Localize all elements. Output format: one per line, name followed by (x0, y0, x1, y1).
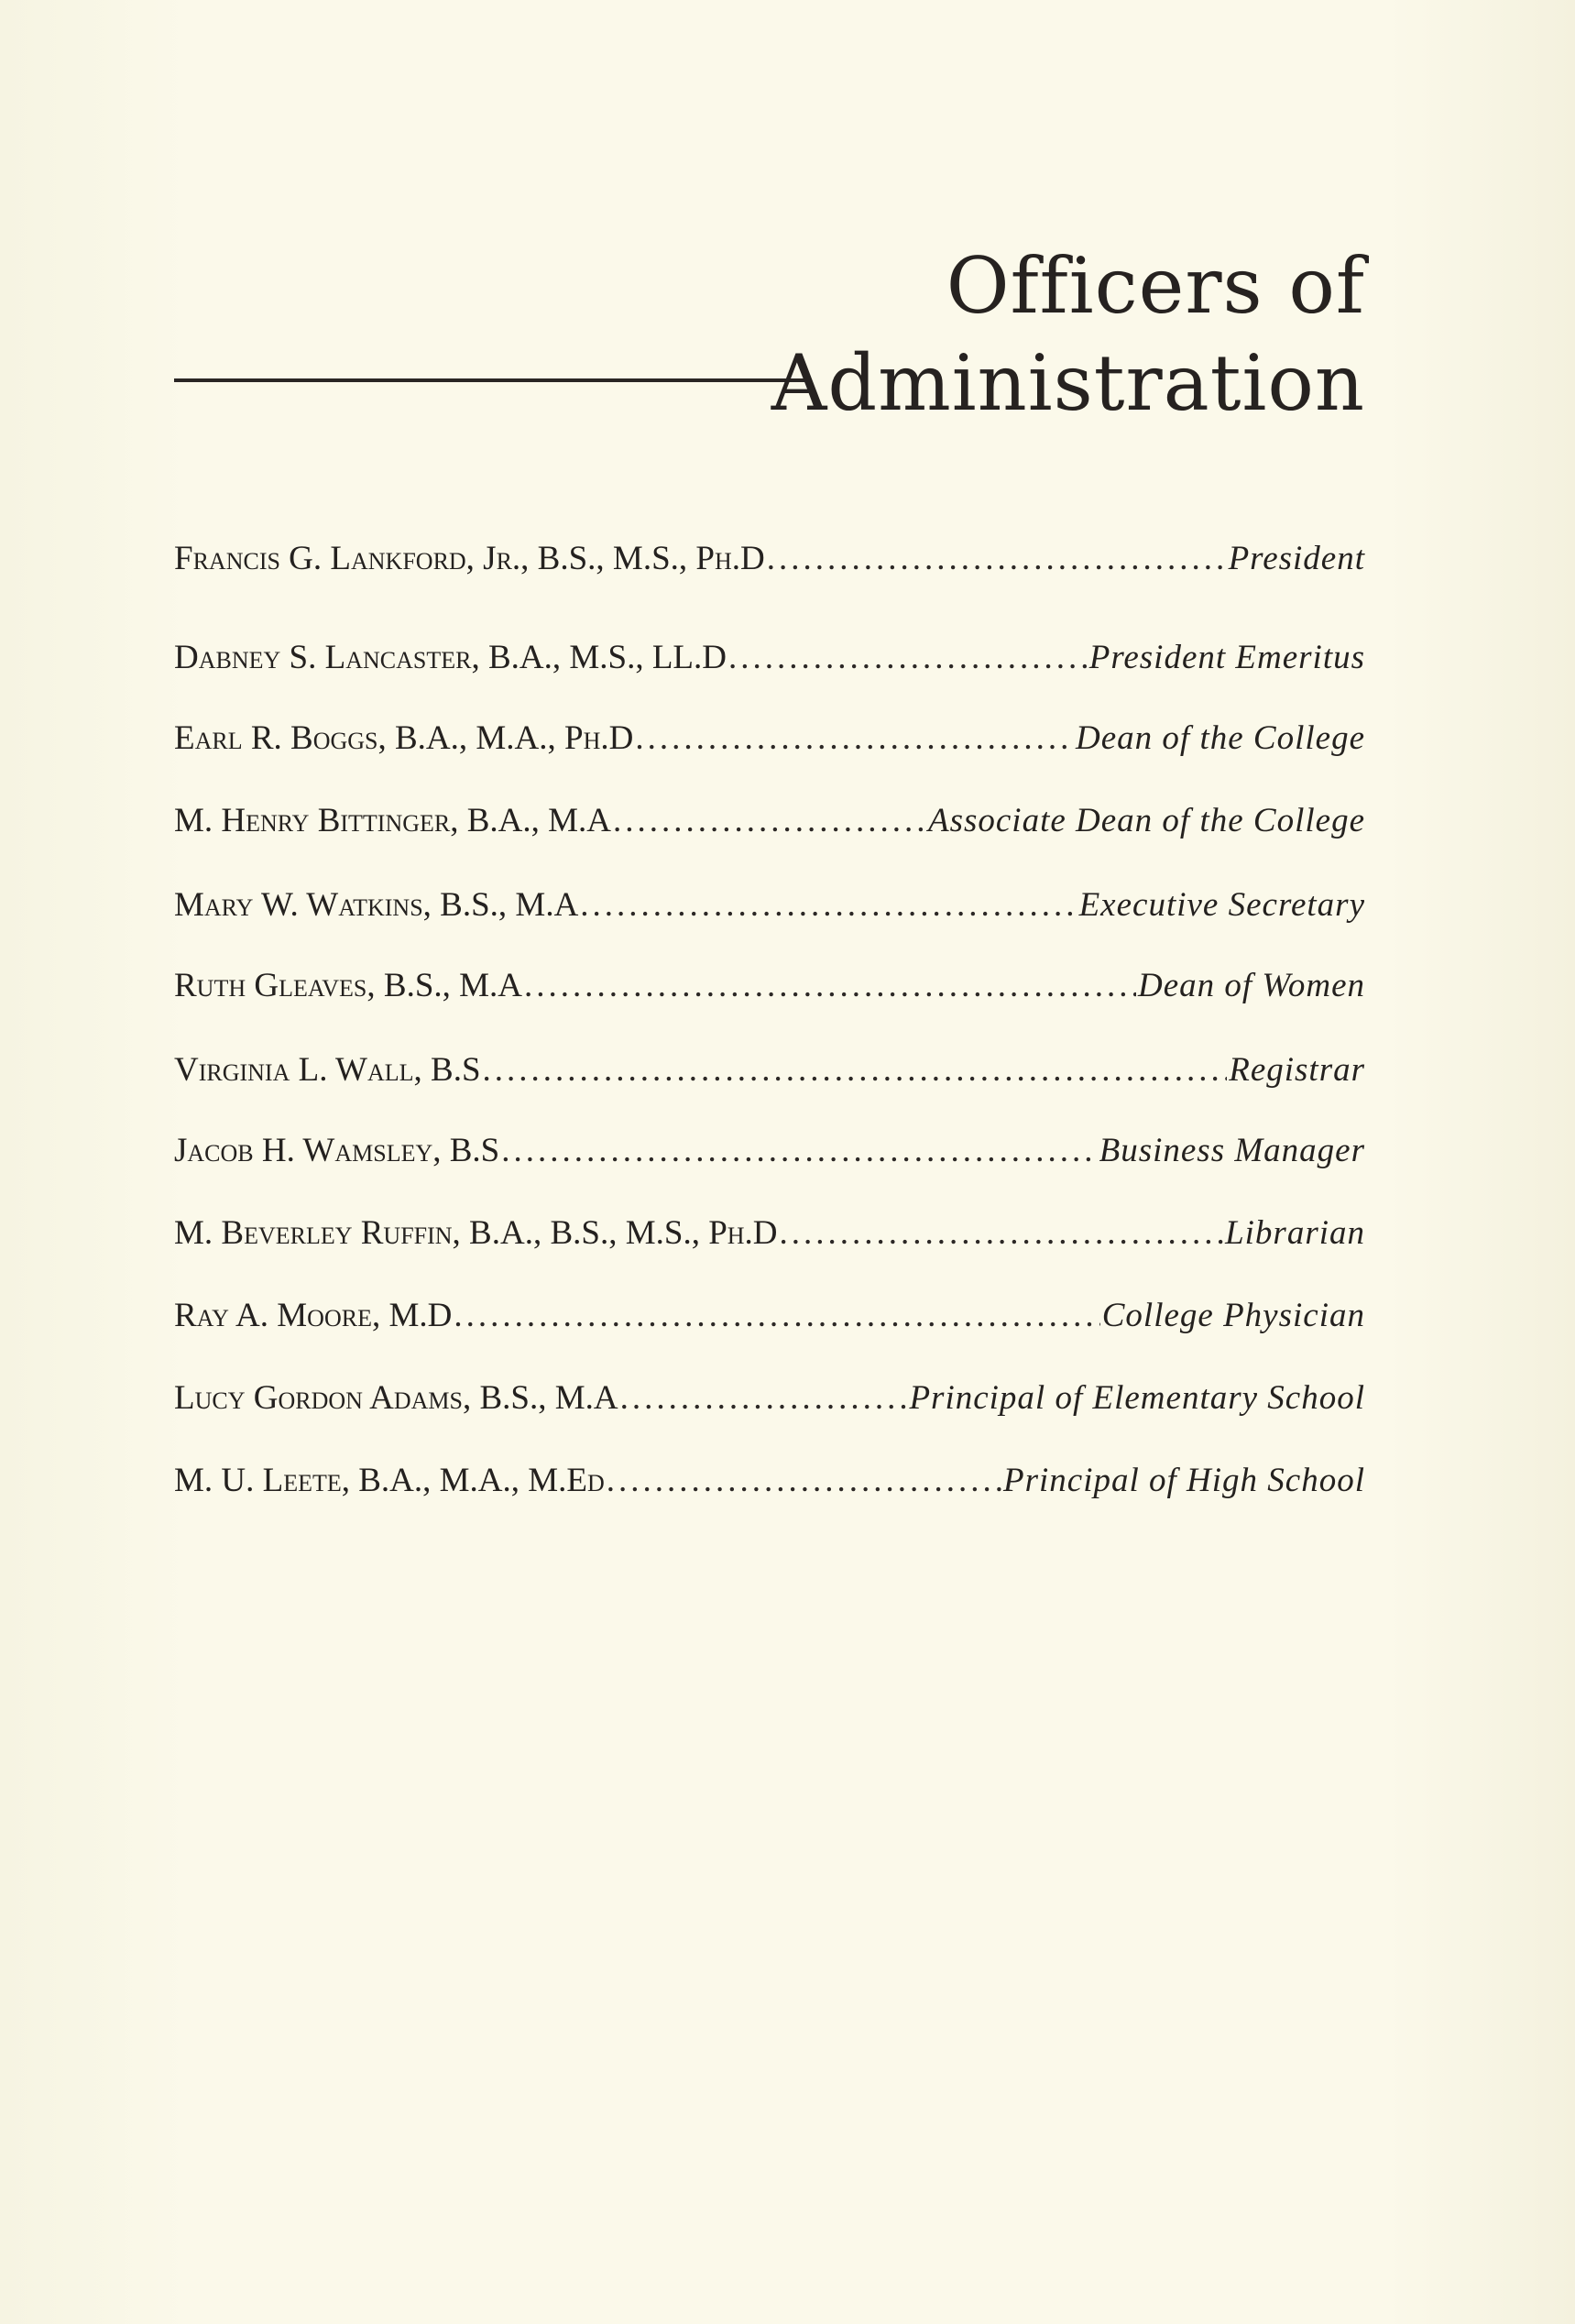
dot-leader (635, 718, 1074, 758)
officer-role: President (1228, 540, 1365, 577)
heading-rule (174, 378, 806, 382)
officer-role: Executive Secretary (1078, 886, 1365, 924)
dot-leader (780, 1213, 1224, 1253)
officer-name: Ray A. Moore, M.D (174, 1297, 453, 1334)
officer-role: Associate Dean of the College (927, 802, 1365, 839)
officer-role: Dean of Women (1138, 967, 1365, 1004)
dot-leader (524, 966, 1136, 1005)
officer-role: Business Manager (1099, 1132, 1365, 1169)
dot-leader (728, 638, 1088, 677)
officer-row (174, 966, 1365, 1030)
dot-leader (454, 1296, 1099, 1335)
officer-row (174, 718, 1365, 783)
dot-leader (613, 801, 926, 840)
officer-row (174, 1131, 1365, 1195)
officer-role: College Physician (1101, 1297, 1365, 1334)
officer-role: Principal of Elementary School (909, 1379, 1365, 1417)
officer-name: Virginia L. Wall, B.S (174, 1051, 481, 1089)
dot-leader (767, 539, 1227, 578)
dot-leader (580, 885, 1077, 925)
officer-row (174, 539, 1365, 603)
officer-row (174, 1461, 1365, 1525)
officer-row (174, 638, 1365, 702)
officer-name: Dabney S. Lancaster, B.A., M.S., LL.D (174, 639, 727, 676)
officer-name: M. U. Leete, B.A., M.A., M.Ed (174, 1462, 605, 1499)
dot-leader (501, 1131, 1097, 1170)
officer-name: Francis G. Lankford, Jr., B.S., M.S., Ph.D (174, 540, 765, 577)
dot-leader (620, 1378, 908, 1418)
officer-row (174, 1296, 1365, 1360)
officer-name: Mary W. Watkins, B.S., M.A (174, 886, 579, 924)
officer-role: Librarian (1225, 1214, 1365, 1252)
officer-row (174, 1378, 1365, 1442)
dot-leader (607, 1461, 1001, 1500)
officer-name: Ruth Gleaves, B.S., M.A (174, 967, 523, 1004)
officer-row (174, 1213, 1365, 1277)
officer-role: Dean of the College (1076, 719, 1365, 757)
dot-leader (483, 1050, 1228, 1090)
officer-row (174, 885, 1365, 949)
heading-line-1: Officers of (946, 241, 1365, 331)
officer-row (174, 1050, 1365, 1114)
officer-role: President Emeritus (1088, 639, 1365, 676)
officer-role: Principal of High School (1003, 1462, 1365, 1499)
officer-role: Registrar (1229, 1051, 1365, 1089)
officer-name: Earl R. Boggs, B.A., M.A., Ph.D (174, 719, 634, 757)
officer-row (174, 801, 1365, 865)
heading-line-2: Administration (771, 338, 1365, 428)
officer-name: Lucy Gordon Adams, B.S., M.A (174, 1379, 618, 1417)
officer-name: M. Beverley Ruffin, B.A., B.S., M.S., Ph.D (174, 1214, 778, 1252)
officer-name: Jacob H. Wamsley, B.S (174, 1132, 500, 1169)
officer-name: M. Henry Bittinger, B.A., M.A (174, 802, 612, 839)
